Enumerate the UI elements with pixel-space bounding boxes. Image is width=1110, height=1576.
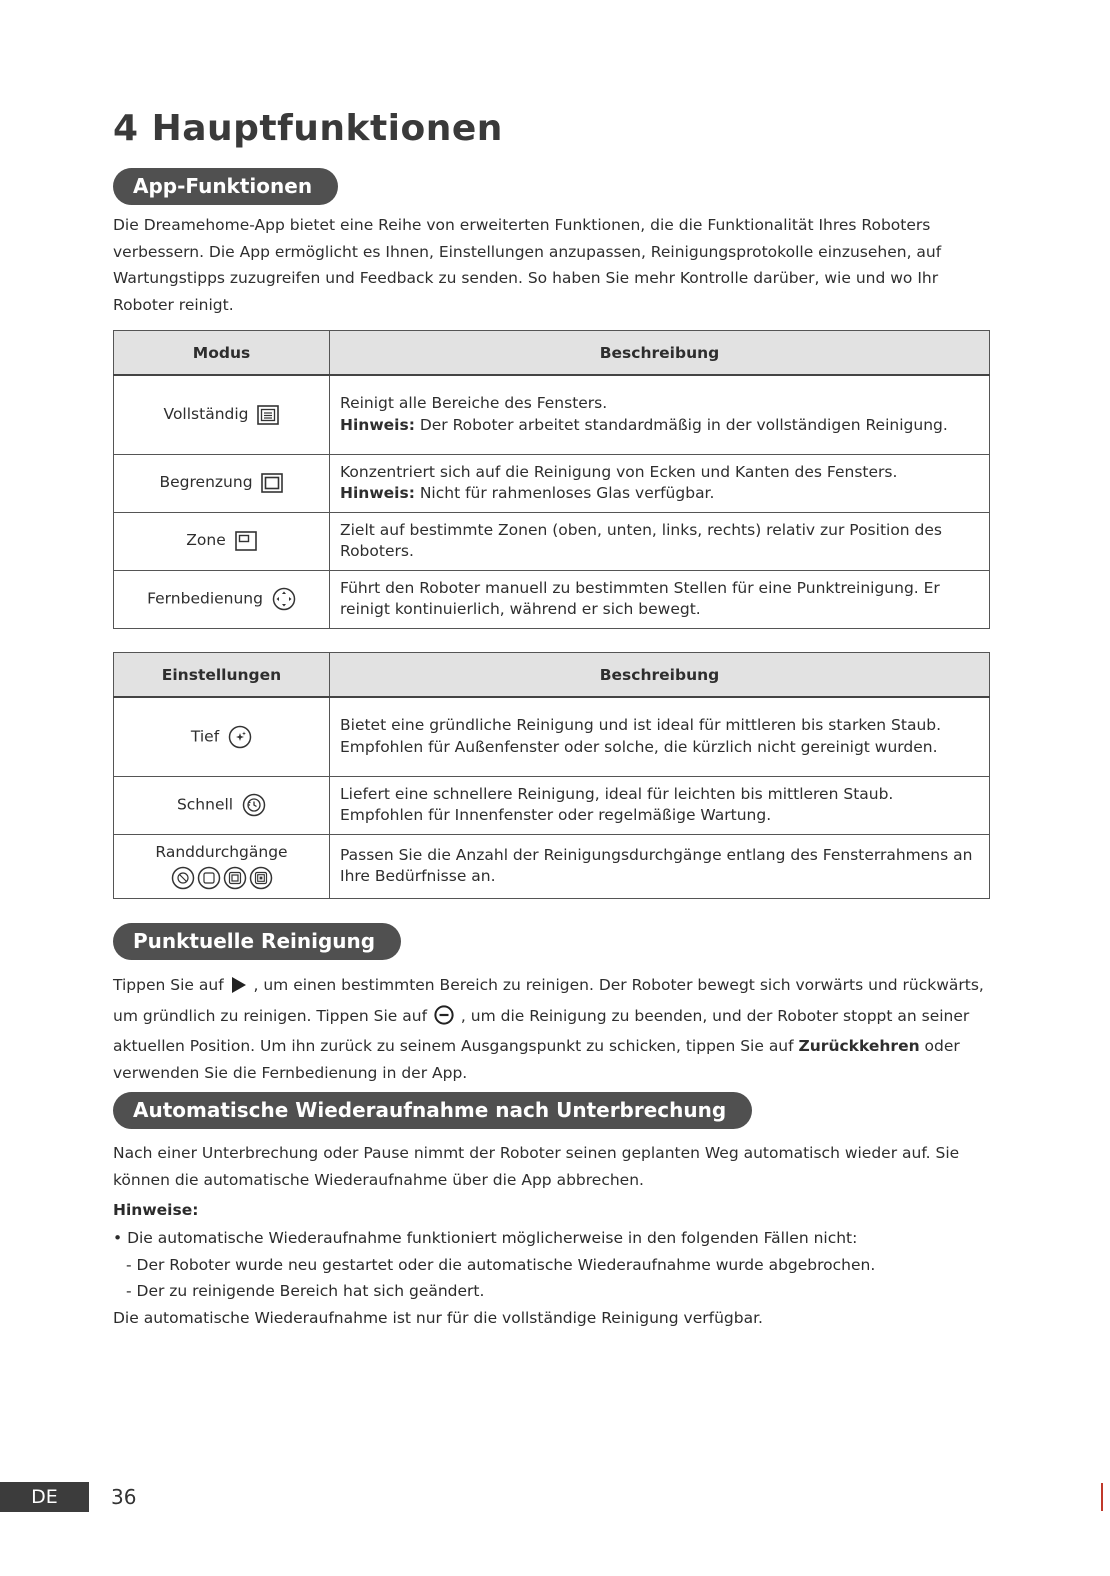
table-row (114, 454, 990, 512)
mode-label: Fernbedienung (147, 589, 263, 608)
setting-label: Schnell (176, 795, 234, 814)
description-cell (330, 375, 990, 454)
table-header-row (114, 331, 990, 376)
spot-text-2: , um einen bestimmten Bereich zu reinigen. Der Roboter bewegt sich vorwärts und rückwärts, um gründlich zu reinigen. Tippen Sie auf (113, 976, 984, 1025)
page-title: 4 Hauptfunktionen (113, 108, 503, 149)
description-text: Führt den Roboter manuell zu bestimmten Stellen für eine Punktreinigung. Er reinigt kontinuierlich, während er sich bewegt. (340, 578, 940, 618)
edge-passes-three-icon (249, 866, 273, 890)
setting-label: Randdurchgänge (155, 843, 288, 862)
section-heading-app: App-Funktionen (113, 168, 338, 205)
list-item: - Der Roboter wurde neu gestartet oder die automatische Wiederaufnahme wurde abgebrochen. (126, 1255, 876, 1274)
description-text: Konzentriert sich auf die Reinigung von Ecken und Kanten des Fensters. (340, 462, 898, 481)
column-header: Beschreibung (330, 331, 990, 376)
remote-control-icon (272, 587, 296, 611)
edge-marker (1101, 1483, 1103, 1511)
table-row (114, 697, 990, 776)
return-keyword: Zurückkehren (798, 1037, 920, 1055)
edge-passes-off-icon (171, 866, 195, 890)
border-mode-icon (261, 473, 283, 493)
resume-intro: Nach einer Unterbrechung oder Pause nimmt der Roboter seinen geplanten Weg automatisch wieder auf. Sie können die automatische Wiederaufnahme über die App abbrechen. (113, 1144, 960, 1189)
notes-list (113, 1225, 993, 1331)
stop-icon (434, 1005, 454, 1034)
list-item: - Der zu reinigende Bereich hat sich geändert. (126, 1282, 485, 1300)
table-header-row (114, 653, 990, 698)
mode-cell (114, 454, 330, 512)
section-heading-spot: Punktuelle Reinigung (113, 923, 401, 960)
table-row (114, 375, 990, 454)
deep-clean-icon (228, 725, 252, 749)
note-text: Nicht für rahmenloses Glas verfügbar. (414, 484, 715, 502)
mode-cell (114, 570, 330, 628)
note-label: Hinweis: (340, 484, 415, 502)
edge-passes-icons (124, 866, 319, 890)
table-row (114, 834, 990, 898)
edge-passes-two-icon (223, 866, 247, 890)
section-heading-resume: Automatische Wiederaufnahme nach Unterbrechung (113, 1092, 752, 1129)
zone-mode-icon (235, 531, 257, 551)
setting-cell (114, 776, 330, 834)
description-text: Liefert eine schnellere Reinigung, ideal für leichten bis mittleren Staub. Empfohlen für Innenfenster oder regelmäßige Wartung. (340, 784, 894, 824)
column-header: Modus (114, 331, 330, 376)
quick-clean-icon (242, 793, 266, 817)
table-row (114, 570, 990, 628)
setting-cell (114, 834, 330, 898)
language-tab: DE (0, 1482, 89, 1512)
app-intro: Die Dreamehome-App bietet eine Reihe von erweiterten Funktionen, die die Funktionalität Ihres Roboters verbessern. Die App ermöglicht es Ihnen, Einstellungen anzupassen, Reinigungsprotokolle einzusehen, auf Wartungstipps zuzugreifen und Feedback zu senden. So haben Sie mehr Kontrolle darüber, wie und wo Ihr Roboter reinigt. (113, 216, 942, 314)
column-header: Einstellungen (114, 653, 330, 698)
table-row (114, 512, 990, 570)
mode-label: Zone (186, 531, 226, 550)
spot-text-3: , um die Reinigung zu beenden, und der Roboter stoppt an seiner aktuellen Position. Um ihn zurück zu seinem Ausgangspunkt zu schicken, tippen Sie auf (113, 1006, 970, 1055)
description-cell (330, 454, 990, 512)
play-icon (231, 976, 247, 1003)
edge-passes-one-icon (197, 866, 221, 890)
mode-label: Begrenzung (159, 473, 253, 492)
settings-table (113, 652, 990, 899)
note-text: Der Roboter arbeitet standardmäßig in der vollständigen Reinigung. (414, 415, 948, 434)
description-cell (330, 570, 990, 628)
mode-cell (114, 512, 330, 570)
description-text: Passen Sie die Anzahl der Reinigungsdurchgänge entlang des Fensterrahmens an Ihre Bedürfnisse an. (340, 845, 973, 885)
modes-table (113, 330, 990, 629)
description-text: Zielt auf bestimmte Zonen (oben, unten, links, rechts) relativ zur Position des Roboters. (340, 520, 943, 560)
note-label: Hinweis: (340, 415, 415, 434)
spot-paragraph (113, 972, 993, 1086)
description-cell (330, 776, 990, 834)
description-cell (330, 834, 990, 898)
notes-heading: Hinweise: (113, 1201, 199, 1219)
description-cell (330, 512, 990, 570)
setting-label: Tief (190, 727, 220, 746)
description-text: Reinigt alle Bereiche des Fensters. (340, 394, 608, 413)
closing-note: Die automatische Wiederaufnahme ist nur für die vollständige Reinigung verfügbar. (113, 1308, 763, 1327)
mode-label: Vollständig (163, 405, 249, 423)
description-text: Bietet eine gründliche Reinigung und ist ideal für mittleren bis starken Staub. Empfohlen für Außenfenster oder solche, die kürzlich nicht gereinigt wurden. (340, 716, 942, 756)
column-header: Beschreibung (330, 653, 990, 698)
spot-text-4: oder verwenden Sie die Fernbedienung in der App. (113, 1037, 960, 1082)
page-number: 36 (111, 1485, 137, 1509)
description-cell (330, 697, 990, 776)
setting-cell (114, 697, 330, 776)
table-row (114, 776, 990, 834)
list-item: • Die automatische Wiederaufnahme funktioniert möglicherweise in den folgenden Fällen nicht: (113, 1229, 858, 1247)
full-mode-icon (257, 405, 279, 425)
spot-text-1: Tippen Sie auf (113, 976, 229, 994)
mode-cell (114, 375, 330, 454)
